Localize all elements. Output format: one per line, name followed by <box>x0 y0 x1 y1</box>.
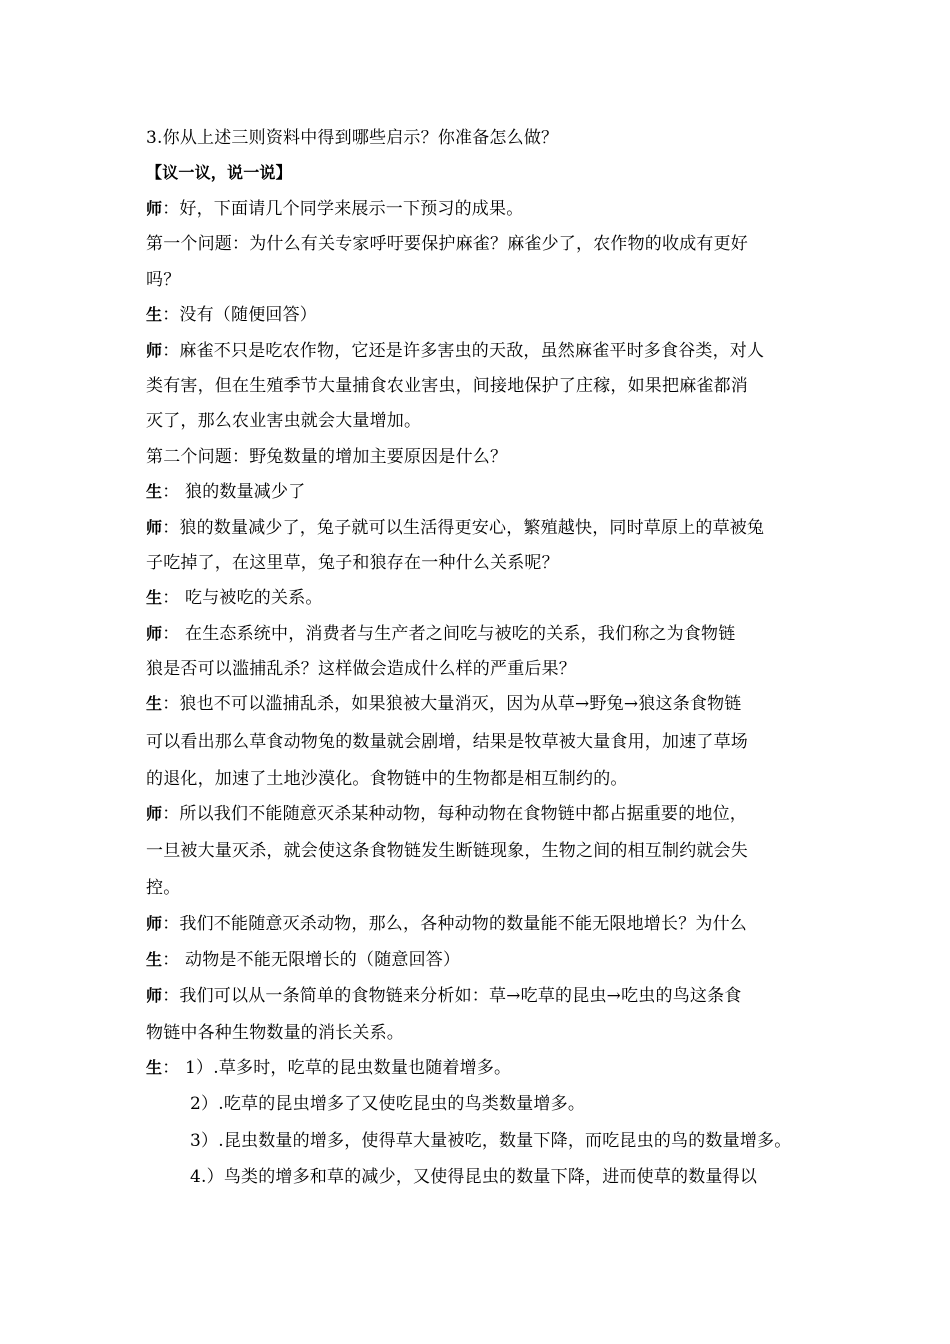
student-line <box>146 480 305 504</box>
student-line <box>146 586 323 610</box>
student-label: 生 <box>146 950 163 969</box>
teacher-line <box>146 912 747 936</box>
line-text: ： 狼的数量减少了 <box>162 482 306 502</box>
paragraph-line: 子吃掉了，在这里草，兔子和狼存在一种什么关系呢？ <box>146 553 559 573</box>
student-line <box>146 303 317 327</box>
student-line <box>146 692 742 716</box>
paragraph-line: 狼是否可以滥捕乱杀？这样做会造成什么样的严重后果？ <box>146 659 576 679</box>
line-text: ：好，下面请几个同学来展示一下预习的成果。 <box>162 199 524 219</box>
teacher-line <box>146 622 735 646</box>
teacher-label: 师 <box>146 804 163 823</box>
paragraph-line: 第二个问题：野兔数量的增加主要原因是什么？ <box>146 447 508 467</box>
line-text: ：麻雀不只是吃农作物，它还是许多害虫的天敌，虽然麻雀平时多食谷类，对人 <box>162 341 765 361</box>
teacher-line <box>146 984 742 1008</box>
student-label: 生 <box>146 1058 163 1077</box>
student-label: 生 <box>146 482 163 501</box>
teacher-line <box>146 197 523 221</box>
line-text: ： 在生态系统中，消费者与生产者之间吃与被吃的关系，我们称之为食物链 <box>162 624 736 644</box>
list-item: 4.）鸟类的增多和草的减少，又使得昆虫的数量下降，进而使草的数量得以 <box>190 1167 758 1187</box>
teacher-label: 师 <box>146 341 163 360</box>
line-text: ：没有（随便回答） <box>162 305 318 325</box>
line-text: ：狼的数量减少了，兔子就可以生活得更安心，繁殖越快，同时草原上的草被兔 <box>162 518 765 538</box>
list-item: 2）.吃草的昆虫增多了又使吃昆虫的鸟类数量增多。 <box>190 1094 586 1114</box>
list-item: 3）.昆虫数量的增多，使得草大量被吃，数量下降，而吃昆虫的鸟的数量增多。 <box>190 1131 792 1151</box>
paragraph-line: 控。 <box>146 878 181 898</box>
line-text: ：狼也不可以滥捕乱杀，如果狼被大量消灭，因为从草→野兔→狼这条食物链 <box>162 694 742 714</box>
question-3: 3.你从上述三则资料中得到哪些启示？你准备怎么做？ <box>146 128 559 148</box>
section-heading: 【议一议，说一说】 <box>146 163 292 182</box>
paragraph-line: 一旦被大量灭杀，就会使这条食物链发生断链现象，生物之间的相互制约就会失 <box>146 841 748 861</box>
paragraph-line: 物链中各种生物数量的消长关系。 <box>146 1023 404 1043</box>
line-text: ：所以我们不能随意灭杀某种动物，每种动物在食物链中都占据重要的地位， <box>162 804 748 824</box>
student-line <box>146 1056 511 1080</box>
student-line <box>146 948 460 972</box>
paragraph-line: 类有害，但在生殖季节大量捕食农业害虫，间接地保护了庄稼，如果把麻雀都消 <box>146 376 748 396</box>
teacher-label: 师 <box>146 624 163 643</box>
teacher-label: 师 <box>146 518 163 537</box>
teacher-label: 师 <box>146 986 163 1005</box>
line-text: ： 吃与被吃的关系。 <box>162 588 323 608</box>
paragraph-line: 吗？ <box>146 270 181 290</box>
paragraph-line: 的退化，加速了土地沙漠化。食物链中的生物都是相互制约的。 <box>146 769 628 789</box>
teacher-line <box>146 516 764 540</box>
paragraph-line: 可以看出那么草食动物兔的数量就会剧增，结果是牧草被大量食用，加速了草场 <box>146 732 748 752</box>
line-text: ： 动物是不能无限增长的（随意回答） <box>162 950 461 970</box>
student-label: 生 <box>146 305 163 324</box>
teacher-line <box>146 339 764 363</box>
line-text: ：我们不能随意灭杀动物，那么，各种动物的数量能不能无限地增长？为什么 <box>162 914 748 934</box>
line-text: ：我们可以从一条简单的食物链来分析如：草→吃草的昆虫→吃虫的鸟这条食 <box>162 986 742 1006</box>
student-label: 生 <box>146 694 163 713</box>
line-text: ： 1）.草多时，吃草的昆虫数量也随着增多。 <box>162 1058 512 1078</box>
teacher-label: 师 <box>146 914 163 933</box>
teacher-line <box>146 802 747 826</box>
paragraph-line: 第一个问题：为什么有关专家呼吁要保护麻雀？麻雀少了，农作物的收成有更好 <box>146 234 748 254</box>
paragraph-line: 灭了，那么农业害虫就会大量增加。 <box>146 411 422 431</box>
student-label: 生 <box>146 588 163 607</box>
teacher-label: 师 <box>146 199 163 218</box>
